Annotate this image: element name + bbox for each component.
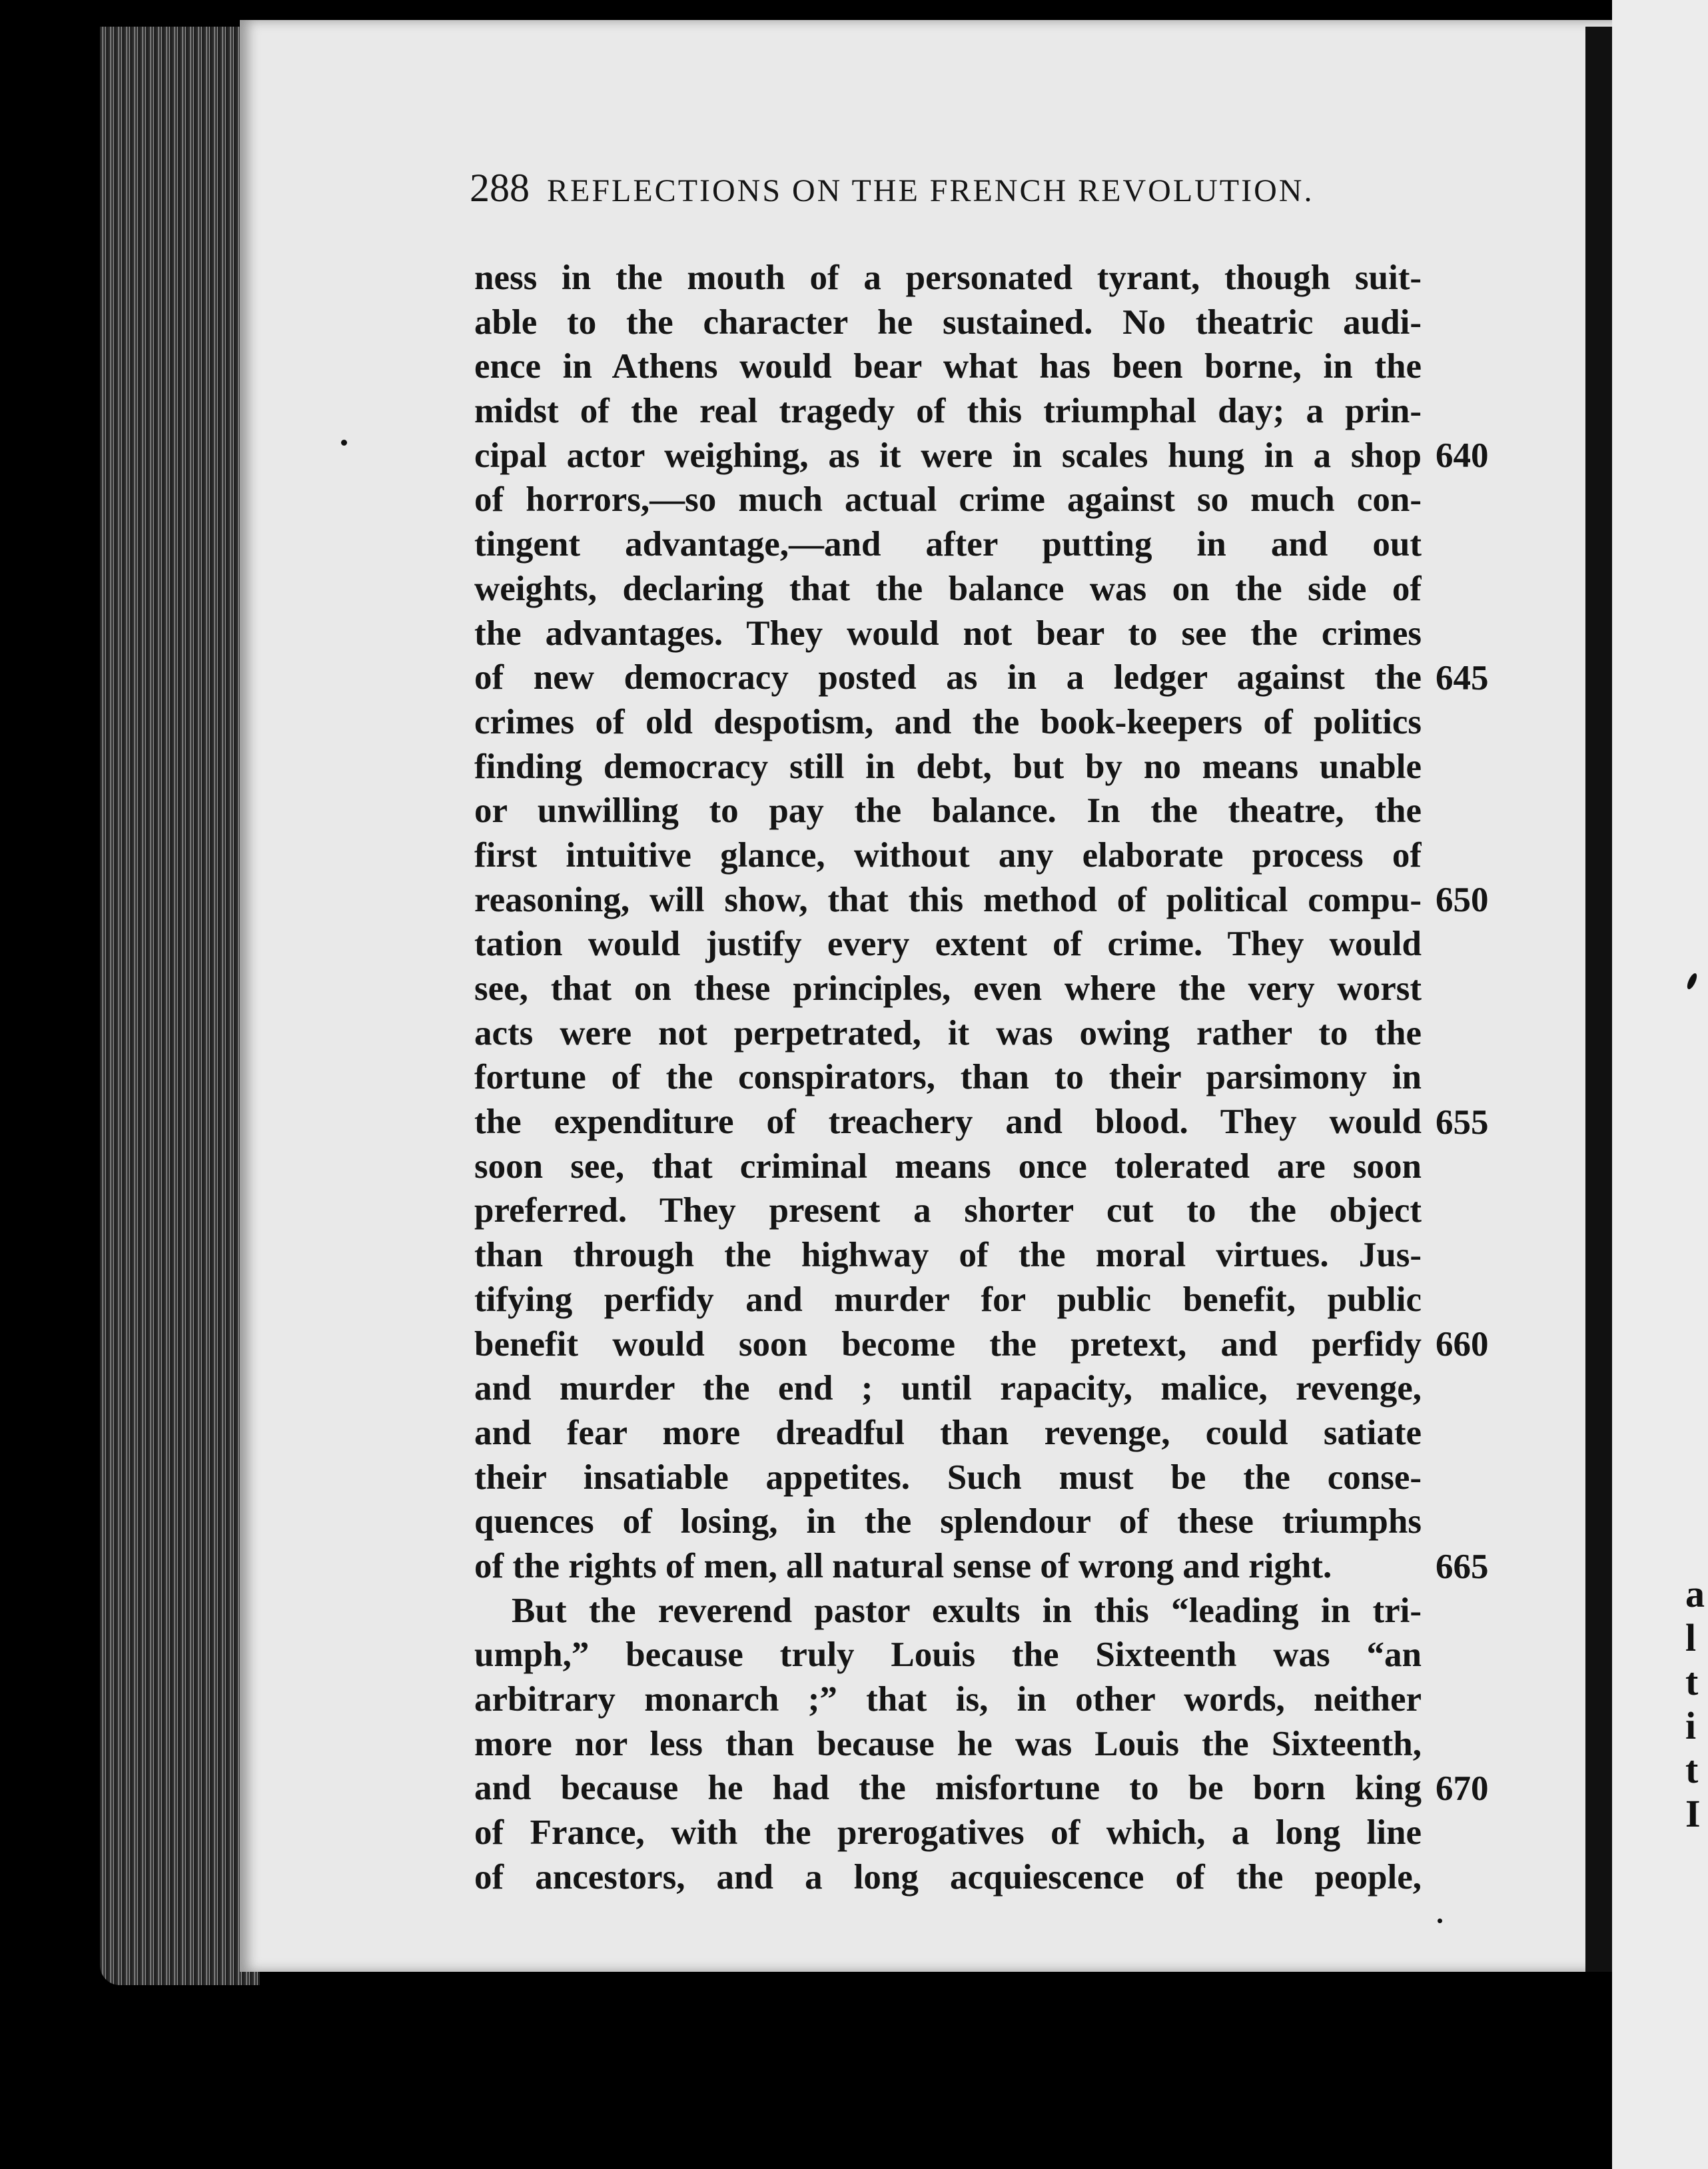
text-line: arbitrary monarch ;” that is, in other words, neither [474,1680,1422,1719]
text-line: benefit would soon become the pretext, and perfidy [474,1324,1422,1364]
text-line: and fear more dreadful than revenge, could satiate [474,1413,1422,1452]
text-line: preferred. They present a shorter cut to the object [474,1191,1422,1230]
text-line: of the rights of men, all natural sense of wrong and right. [474,1546,1332,1585]
fragment: t [1685,1748,1699,1791]
running-header [470,165,1416,218]
adjacent-page [1612,0,1708,2169]
line-number: 660 [1436,1325,1489,1364]
text-line: than through the highway of the moral virtues. Jus- [474,1236,1422,1275]
fragment: l [1685,1616,1697,1659]
fragment: I [1685,1792,1701,1835]
text-line: more nor less than because he was Louis the Sixteenth, [474,1724,1422,1763]
text-line: first intuitive glance, without any elaborate process of [474,835,1422,875]
page-gutter [1585,27,1612,1972]
fragment: t [1685,1660,1699,1703]
line-number: 645 [1436,659,1489,697]
text-line: ness in the mouth of a personated tyrant, though suit- [474,258,1422,297]
text-line: of new democracy posted as in a ledger against the [474,658,1422,697]
body-text [474,256,1422,1899]
page-number: 288 [470,166,530,210]
line-number: 655 [1436,1103,1489,1142]
running-title: REFLECTIONS ON THE FRENCH REVOLUTION. [547,173,1314,209]
ink-speck [1438,1919,1442,1923]
book-fore-edge [100,27,260,1985]
adjacent-page-fragments [1685,1572,1708,1836]
line-number: 665 [1436,1547,1489,1586]
text-line: and murder the end ; until rapacity, malice, revenge, [474,1369,1422,1408]
text-line: umph,” because truly Louis the Sixteenth was “an [474,1635,1422,1675]
text-line: soon see, that criminal means once tolerated are soon [474,1146,1422,1186]
ink-speck [341,440,347,446]
text-line: midst of the real tragedy of this triumphal day; a prin- [474,392,1422,431]
line-number: 670 [1436,1769,1489,1808]
text-line: crimes of old despotism, and the book-keepers of politics [474,702,1422,741]
fragment: i [1685,1704,1697,1747]
text-line: But the reverend pastor exults in this “leading in tri- [512,1591,1422,1630]
text-line: finding democracy still in debt, but by no means unable [474,747,1422,786]
text-line: their insatiable appetites. Such must be the conse- [474,1458,1422,1497]
text-line: acts were not perpetrated, it was owing rather to the [474,1013,1422,1053]
text-line: cipal actor weighing, as it were in scales hung in a shop [474,436,1422,475]
text-line: see, that on these principles, even where the very worst [474,969,1422,1008]
text-line: of ancestors, and a long acquiescence of the people, [474,1857,1422,1897]
text-line: tation would justify every extent of crime. They would [474,925,1422,964]
text-line: the advantages. They would not bear to see the crimes [474,614,1422,653]
text-line: quences of losing, in the splendour of these triumphs [474,1502,1422,1541]
line-number: 640 [1436,436,1489,475]
text-line: able to the character he sustained. No theatric audi- [474,302,1422,342]
fragment: a [1685,1572,1705,1615]
text-line: tingent advantage,—and after putting in and out [474,525,1422,564]
text-line: and because he had the misfortune to be born king [474,1769,1422,1808]
text-line: the expenditure of treachery and blood. They would [474,1102,1422,1142]
text-line: of France, with the prerogatives of which, a long line [474,1813,1422,1853]
line-number: 650 [1436,881,1489,919]
text-line: tifying perfidy and murder for public benefit, public [474,1280,1422,1319]
text-line: ence in Athens would bear what has been borne, in the [474,347,1422,386]
text-line: of horrors,—so much actual crime against so much con- [474,480,1422,520]
text-line: or unwilling to pay the balance. In the theatre, the [474,791,1422,831]
text-line: reasoning, will show, that this method of political compu- [474,880,1422,919]
text-line: weights, declaring that the balance was on the side of [474,569,1422,608]
text-line: fortune of the conspirators, than to their parsimony in [474,1058,1422,1097]
